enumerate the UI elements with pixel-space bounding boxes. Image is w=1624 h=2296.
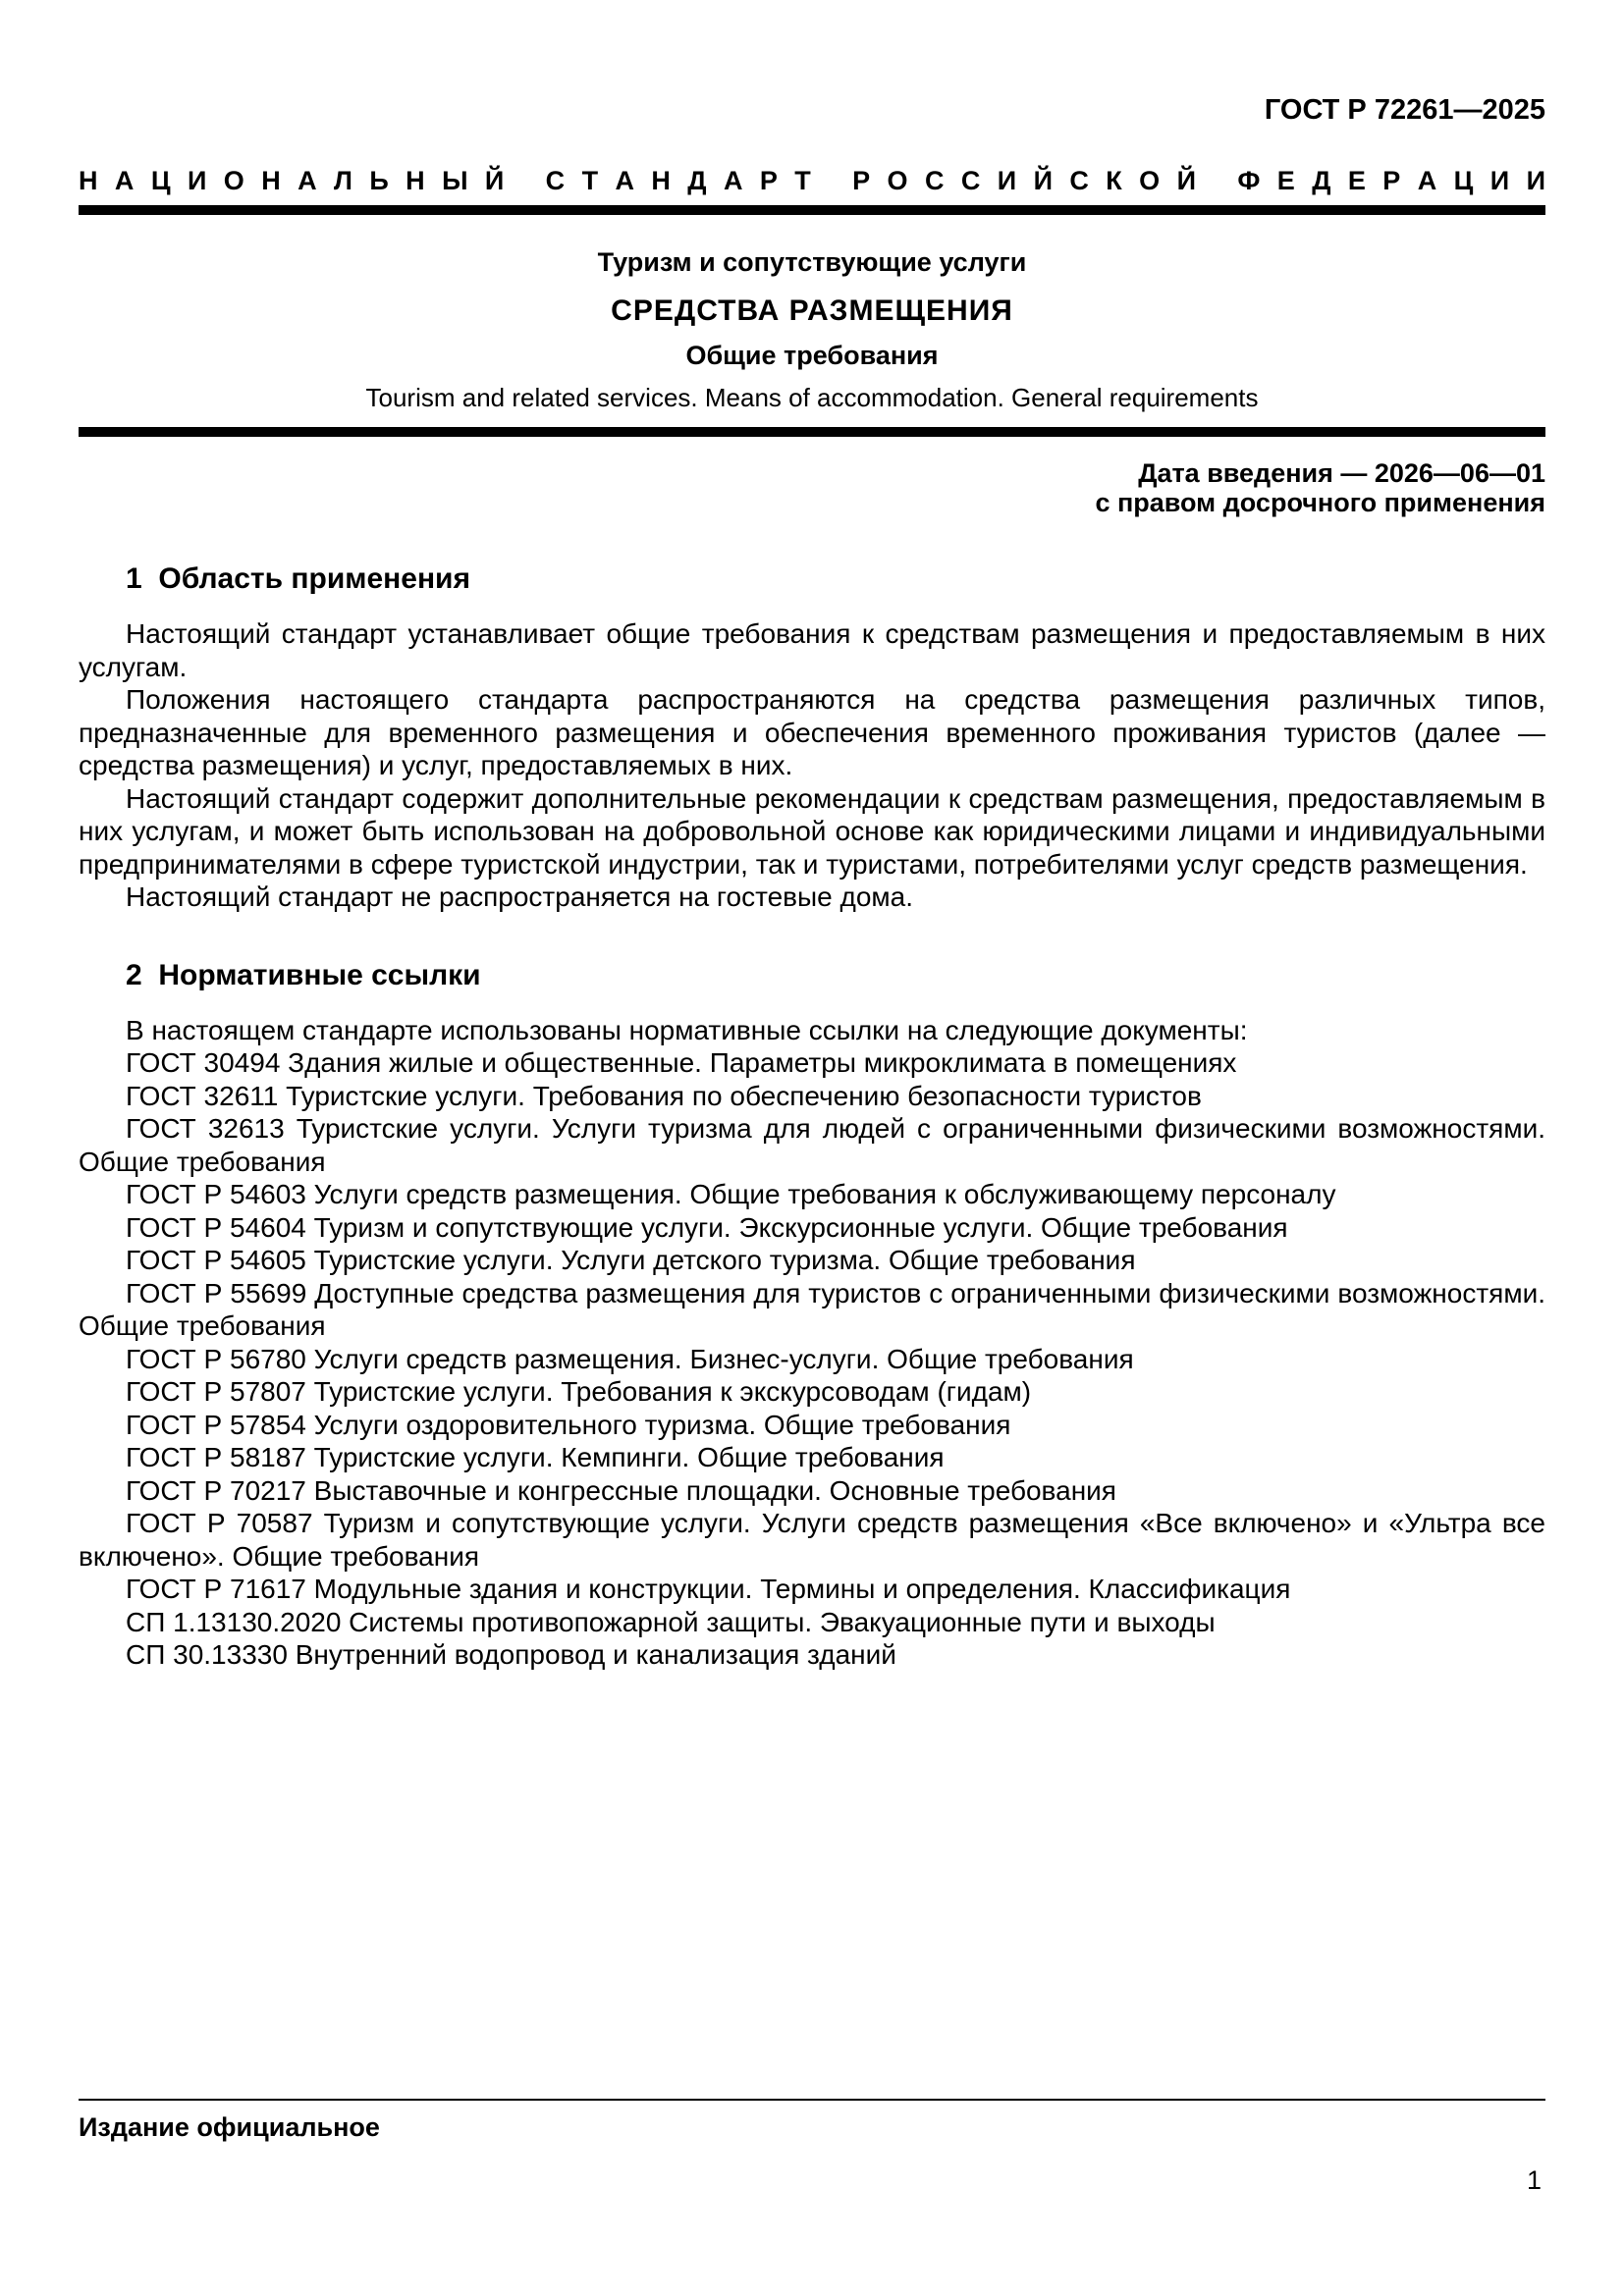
scope-paragraph: Настоящий стандарт устанавливает общие требования к средствам размещения и предоставляемым в них услугам. xyxy=(79,618,1545,682)
reference-item: ГОСТ Р 57854 Услуги оздоровительного туризма. Общие требования xyxy=(126,1409,1011,1440)
section-scope-heading: 1 Область применения xyxy=(126,562,471,595)
reference-item: ГОСТ Р 54605 Туристские услуги. Услуги детского туризма. Общие требования xyxy=(126,1245,1136,1275)
early-application-line: с правом досрочного применения xyxy=(1095,488,1545,517)
doc-code: ГОСТ Р 72261—2025 xyxy=(1264,94,1545,126)
reference-item: ГОСТ Р 71617 Модульные здания и конструкции. Термины и определения. Классификация xyxy=(126,1574,1291,1604)
document-body xyxy=(79,562,1545,1672)
reference-item: ГОСТ 32613 Туристские услуги. Услуги туризма для людей с ограниченными физическими возможностями. Общие требования xyxy=(79,1113,1545,1177)
references-intro: В настоящем стандарте использованы нормативные ссылки на следующие документы: xyxy=(126,1014,1248,1045)
scope-paragraph: Настоящий стандарт не распространяется на гостевые дома. xyxy=(126,881,914,912)
title-block xyxy=(79,247,1545,413)
doc-subject: Туризм и сопутствующие услуги xyxy=(597,247,1027,277)
edition-note: Издание официальное xyxy=(79,2112,380,2142)
reference-item: ГОСТ Р 70217 Выставочные и конгрессные площадки. Основные требования xyxy=(126,1474,1116,1506)
section-references-heading: 2 Нормативные ссылки xyxy=(126,958,481,991)
scope-paragraph: Положения настоящего стандарта распространяются на средства размещения различных типов, предназначенные для временного размещения и обеспечения временного проживания туристов (далее — средства размещения) и услуг, предоставляемых в них. xyxy=(79,684,1545,780)
reference-item: ГОСТ Р 58187 Туристские услуги. Кемпинги. Общие требования xyxy=(126,1442,945,1472)
reference-item: ГОСТ Р 57807 Туристские услуги. Требования к экскурсоводам (гидам) xyxy=(126,1376,1032,1407)
footer-rule xyxy=(79,2099,1545,2101)
reference-item: ГОСТ Р 54603 Услуги средств размещения. Общие требования к обслуживающему персоналу xyxy=(126,1179,1336,1209)
reference-item: ГОСТ Р 70587 Туризм и сопутствующие услуги. Услуги средств размещения «Все включено» и «Ультра все включено». Общие требования xyxy=(79,1508,1545,1572)
reference-item: ГОСТ Р 54604 Туризм и сопутствующие услуги. Экскурсионные услуги. Общие требования xyxy=(126,1211,1288,1243)
reference-item: СП 30.13330 Внутренний водопровод и канализация зданий xyxy=(126,1639,896,1670)
doc-title: СРЕДСТВА РАЗМЕЩЕНИЯ xyxy=(611,294,1013,327)
doc-title-english: Tourism and related services. Means of accommodation. General requirements xyxy=(365,383,1259,412)
page-number: 1 xyxy=(1526,2165,1542,2195)
scope-paragraph: Настоящий стандарт содержит дополнительные рекомендации к средствам размещения, предоставляемым в них услугам, и может быть использован на добровольной основе как юридическими лицами и индивидуальными предпринимателями в сфере туристской индустрии, так и туристами, потребителями услуг средств размещения. xyxy=(79,782,1545,880)
date-block xyxy=(79,458,1545,517)
effective-date-line: Дата введения — 2026—06—01 xyxy=(1138,458,1545,488)
reference-item: ГОСТ 32611 Туристские услуги. Требования по обеспечению безопасности туристов xyxy=(126,1080,1202,1111)
divider-top xyxy=(79,205,1545,215)
reference-item: СП 1.13130.2020 Системы противопожарной защиты. Эвакуационные пути и выходы xyxy=(126,1606,1216,1637)
doc-subtitle: Общие требования xyxy=(685,341,939,370)
reference-item: ГОСТ Р 55699 Доступные средства размещения для туристов с ограниченными физическими возможностями. Общие требования xyxy=(79,1277,1545,1341)
standard-banner: Н А Ц И О Н А Л Ь Н Ы Й С Т А Н Д А Р Т Р О С С И Й С К О Й Ф Е Д Е Р А Ц И И xyxy=(79,166,1545,195)
reference-item: ГОСТ 30494 Здания жилые и общественные. Параметры микроклимата в помещениях xyxy=(126,1047,1237,1078)
reference-item: ГОСТ Р 56780 Услуги средств размещения. Бизнес-услуги. Общие требования xyxy=(126,1343,1134,1374)
divider-title-bottom xyxy=(79,427,1545,437)
